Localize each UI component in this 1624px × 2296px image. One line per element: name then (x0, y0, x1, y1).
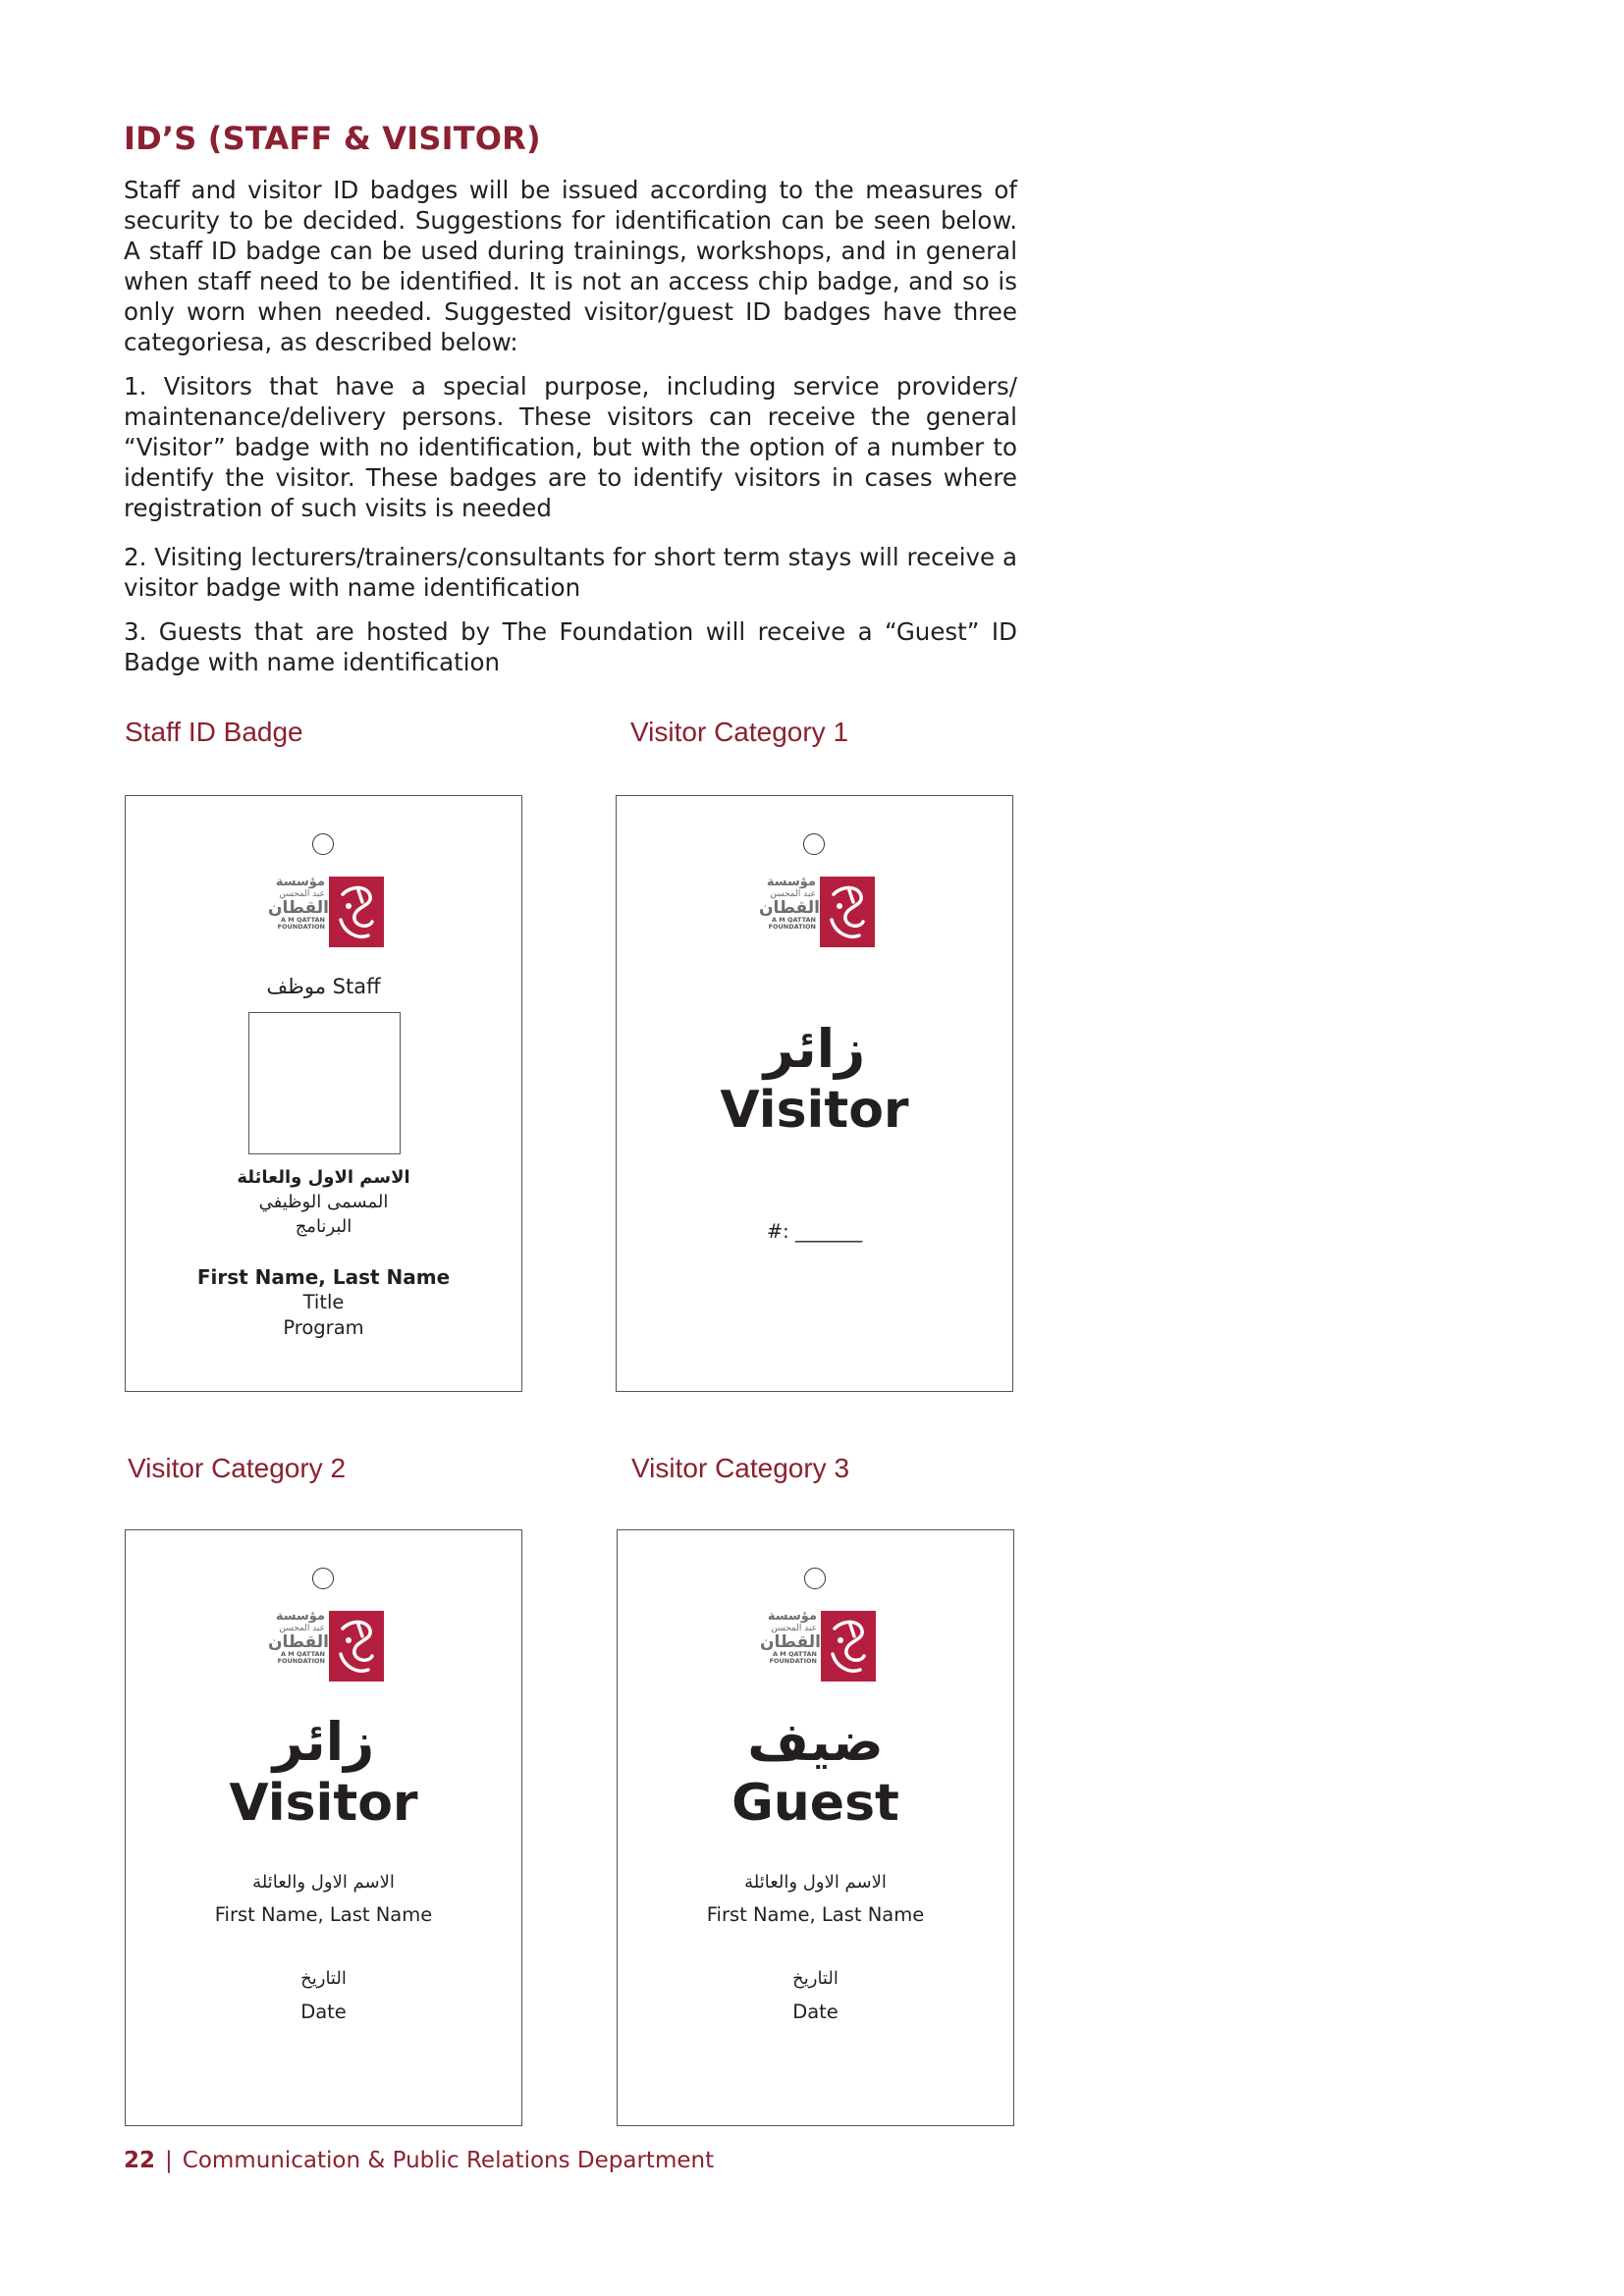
page-heading: ID’S (STAFF & VISITOR) (124, 120, 541, 157)
page-footer (124, 2148, 714, 2173)
logo-text: مؤسسة عبد المحسن القطان A M QATTAN FOUNDATION (759, 875, 820, 931)
page-number: 22 (124, 2148, 156, 2173)
category-item-2: 2. Visiting lecturers/trainers/consultants for short term stays will receive a visitor badge with name identification (124, 543, 1017, 602)
ar-name-field: الاسم الاول والعائلة (252, 1872, 395, 1893)
logo-calligraphy-mark (820, 877, 875, 947)
visitor-category-1-label: Visitor Category 1 (630, 717, 849, 747)
visitor-number-field: #: _______ (766, 1220, 863, 1243)
visitor-ar-word: زائر (272, 1711, 375, 1773)
ar-title-field: المسمى الوظيفي (258, 1192, 389, 1212)
visitor-ar-word: زائر (763, 1018, 866, 1080)
ar-program-field: البرنامج (295, 1216, 352, 1237)
ar-name-field: الاسم الاول والعائلة (744, 1872, 887, 1893)
lanyard-hole (312, 833, 334, 855)
lanyard-hole (804, 1568, 826, 1589)
qattan-foundation-logo (268, 1611, 384, 1682)
photo-placeholder (248, 1012, 401, 1154)
qattan-foundation-logo (759, 877, 875, 947)
en-name-field: First Name, Last Name (706, 1903, 925, 1926)
qattan-foundation-logo (760, 1611, 876, 1682)
visitor-en-word: Visitor (229, 1774, 418, 1833)
visitor-category-3-label: Visitor Category 3 (631, 1453, 850, 1483)
staff-badge-label: Staff ID Badge (125, 717, 303, 747)
intro-paragraph: Staff and visitor ID badges will be issued according to the measures of security to be decided. Suggestions for identification can be seen below. A staff ID badge can be used during trainings, workshops, and in general when staff need to be identified. It is not an access chip badge, and so is only worn when needed. Suggested visitor/guest ID badges have three categoriesa, as described below: (124, 176, 1017, 356)
visitor-category-2-label: Visitor Category 2 (128, 1453, 347, 1483)
logo-calligraphy-mark (329, 877, 384, 947)
visitor-category-2-badge (125, 1529, 522, 2126)
footer-separator: | (165, 2148, 173, 2173)
qattan-foundation-logo (268, 877, 384, 947)
en-title-field: Title (302, 1291, 345, 1313)
logo-text: مؤسسة عبد المحسن القطان A M QATTAN FOUNDATION (268, 875, 329, 931)
lanyard-hole (803, 833, 825, 855)
en-name-field: First Name, Last Name (196, 1265, 451, 1289)
en-date-field: Date (300, 2001, 347, 2023)
category-item-3: 3. Guests that are hosted by The Foundation will receive a “Guest” ID Badge with name identification (124, 617, 1017, 676)
logo-calligraphy-mark (329, 1611, 384, 1682)
logo-text: مؤسسة عبد المحسن القطان A M QATTAN FOUNDATION (268, 1609, 329, 1665)
en-date-field: Date (792, 2001, 839, 2023)
ar-date-field: التاريخ (300, 1968, 347, 1989)
en-name-field: First Name, Last Name (214, 1903, 433, 1926)
ar-name-field: الاسم الاول والعائلة (237, 1167, 410, 1188)
visitor-en-word: Visitor (720, 1081, 909, 1140)
ar-date-field: التاريخ (792, 1968, 839, 1989)
visitor-category-1-badge (616, 795, 1013, 1392)
logo-text: مؤسسة عبد المحسن القطان A M QATTAN FOUNDATION (760, 1609, 821, 1665)
lanyard-hole (312, 1568, 334, 1589)
staff-id-badge (125, 795, 522, 1392)
guest-badge (617, 1529, 1014, 2126)
staff-role-label: موظف Staff (266, 975, 381, 998)
logo-calligraphy-mark (821, 1611, 876, 1682)
guest-ar-word: ضيف (747, 1711, 884, 1773)
category-item-1: 1. Visitors that have a special purpose, including service providers/ maintenance/delivery persons. These visitors can receive the general “Visitor” badge with no identification, but with the option of a number to identify the visitor. These badges are to identify visitors in cases where registration of such visits is needed (124, 372, 1017, 522)
en-program-field: Program (283, 1316, 364, 1339)
department-name: Communication & Public Relations Department (182, 2148, 715, 2173)
guest-en-word: Guest (731, 1774, 899, 1833)
